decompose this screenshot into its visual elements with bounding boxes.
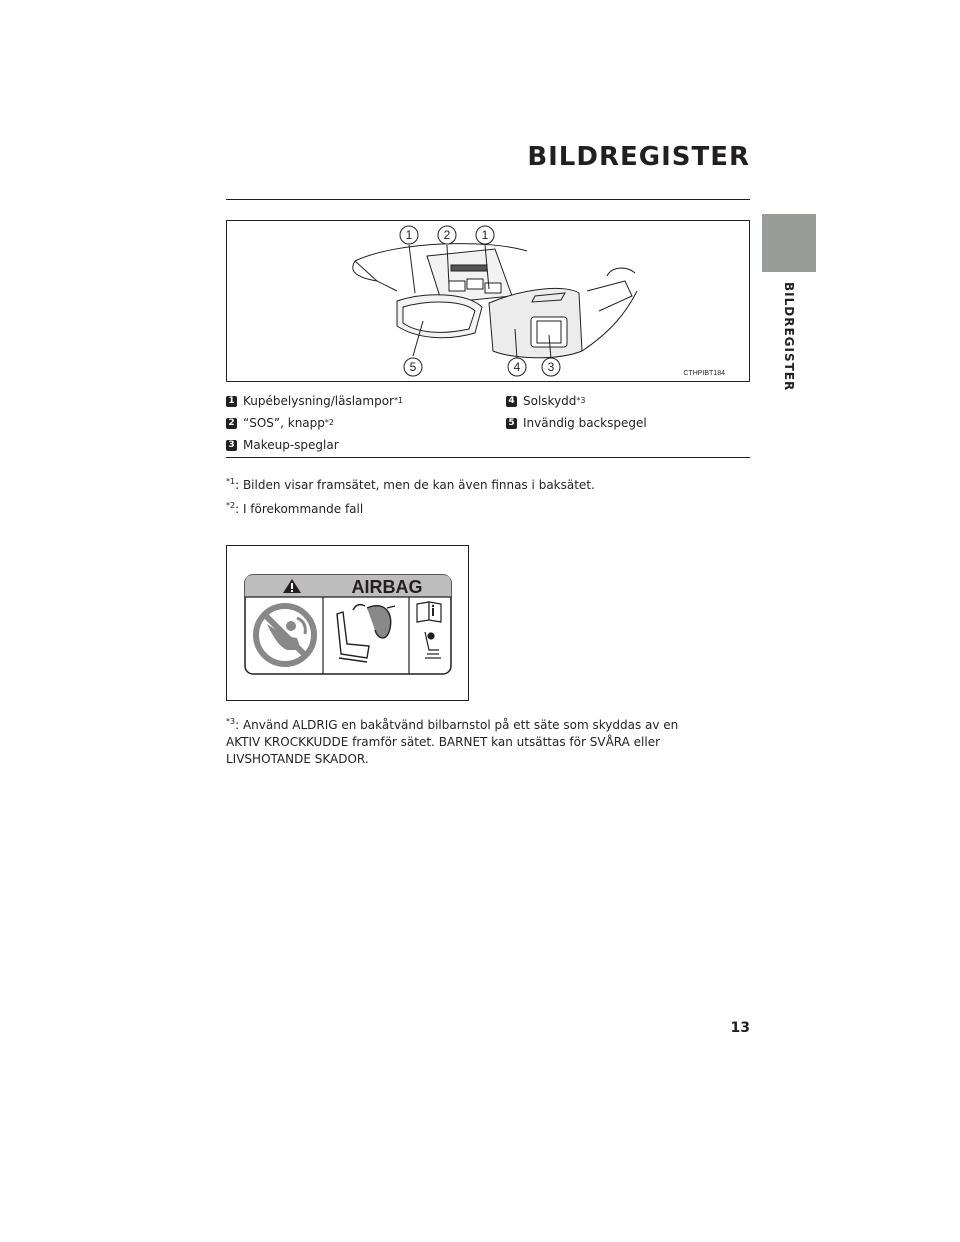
legend-item: [226, 434, 403, 456]
legend-label: “SOS”, knapp: [243, 416, 325, 430]
callout-text: 2: [443, 228, 451, 242]
legend-rule: [226, 457, 750, 458]
figure-code: CTHPIBT184: [683, 370, 725, 377]
legend-label: Makeup-speglar: [243, 438, 339, 452]
legend-label: Solskydd: [523, 394, 577, 408]
footnote-mark: *2: [226, 501, 236, 510]
legend-item: [506, 412, 647, 434]
legend-number: 1: [226, 396, 237, 407]
airbag-warning-figure: [226, 545, 469, 701]
legend-left: [226, 390, 403, 456]
legend-item: 4 Solskydd *3: [506, 390, 647, 412]
legend-label: Kupébelysning/läslampor: [243, 394, 394, 408]
no-rear-facing-child-seat-icon: [256, 606, 314, 664]
callout-text: 3: [547, 360, 555, 374]
legend-number: 2: [226, 418, 237, 429]
legend-number: 3: [226, 440, 237, 451]
section-tab: [762, 214, 816, 272]
footnote-mark: *1: [226, 477, 236, 486]
legend-right: [506, 390, 647, 434]
legend-number: 5: [506, 418, 517, 429]
page-title: BILDREGISTER: [527, 142, 750, 172]
legend-item: 2 “SOS”, knapp *2: [226, 412, 403, 434]
callout-text: 1: [481, 228, 489, 242]
footnote-3: [226, 717, 716, 768]
callout-text: 1: [405, 228, 413, 242]
legend-label: Invändig backspegel: [523, 416, 647, 430]
footnote-text: : Bilden visar framsätet, men de kan även finnas i baksätet.: [235, 478, 595, 492]
footnote-text: : I förekommande fall: [235, 502, 364, 516]
callout-text: 4: [513, 360, 521, 374]
airbag-warning-label: [227, 546, 468, 700]
callout-text: 5: [409, 360, 417, 374]
footnote-1: [226, 477, 726, 494]
page-number: 13: [730, 1020, 750, 1036]
legend-item: 1 Kupébelysning/läslampor *1: [226, 390, 403, 412]
header-rule: [226, 199, 750, 200]
overhead-console-illustration: [227, 221, 750, 382]
section-label: BILDREGISTER: [782, 282, 796, 392]
footnote-text: : Använd ALDRIG en bakåtvänd bilbarnstol på ett säte som skyddas av en AKTIV KROCKKUDDE framför sätet. BARNET kan utsättas för SVÅRA eller LIVSHOTANDE SKADOR.: [226, 718, 679, 766]
legend-number: 4: [506, 396, 517, 407]
overhead-console-figure: [226, 220, 750, 382]
read-manual-icon: [417, 602, 441, 622]
footnote-2: [226, 501, 726, 518]
airbag-title: AIRBAG: [351, 577, 423, 597]
footnote-mark: *3: [226, 717, 236, 726]
